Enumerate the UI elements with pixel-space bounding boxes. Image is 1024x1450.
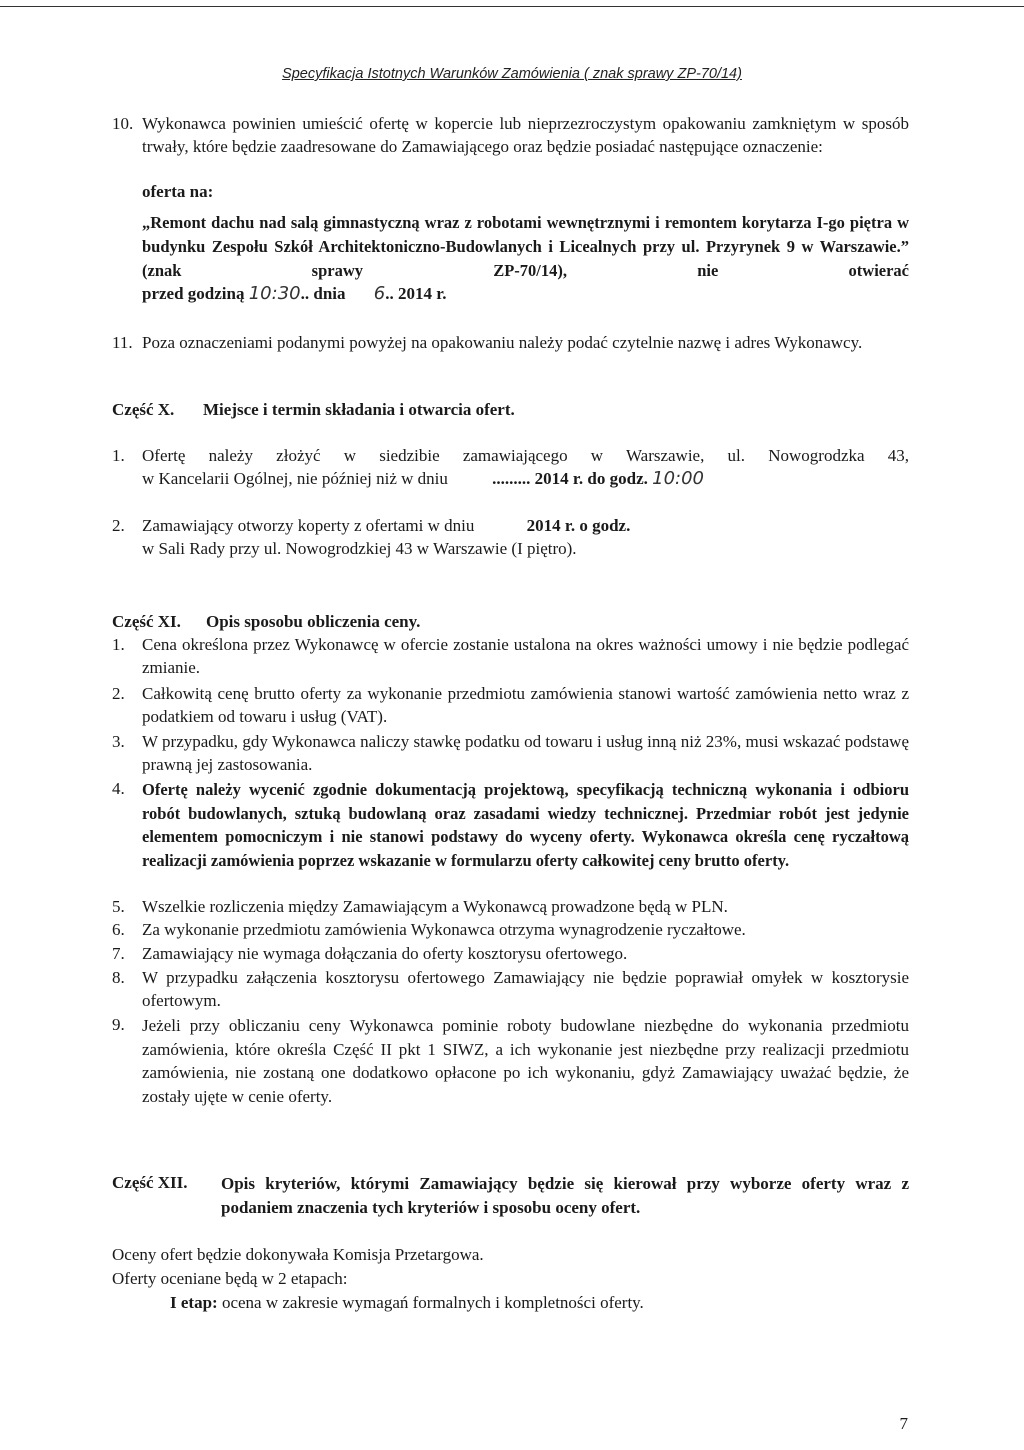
part-xi-item-2-number: 2. (112, 684, 125, 703)
part-x-item-1-line2a: w Kancelarii Ogólnej, nie później niż w dniu (142, 468, 448, 488)
part-xi-item-5-number: 5. (112, 897, 125, 916)
point-10-text: Wykonawca powinien umieścić ofertę w kopercie lub nieprzezroczystym opakowaniu zamkniętym w sposób trwały, które będzie zaadresowane do Zamawiającego oraz będzie posiadać następujące oznaczenie: (142, 114, 909, 156)
part-xi-item-8-number: 8. (112, 968, 125, 987)
part-x-item-2-line2: w Sali Rady przy ul. Nowogrodzkiej 43 w Warszawie (I piętro). (142, 538, 577, 558)
part-xii-title: Opis kryteriów, którymi Zamawiający będzie się kierował przy wyborze oferty wraz z podaniem znaczenia tych kryteriów i sposobu oceny ofert. (221, 1174, 909, 1217)
top-border-line (0, 6, 1024, 7)
part-xii-label: Część XII. (112, 1173, 188, 1192)
part-xii-para-2: Oferty oceniane będą w 2 etapach: (112, 1269, 348, 1288)
part-xi-item-9-number: 9. (112, 1015, 125, 1034)
part-xi-item-1-number: 1. (112, 635, 125, 654)
point-10-number: 10. (112, 114, 134, 133)
offer-title: „Remont dachu nad salą gimnastyczną wraz z robotami wewnętrznymi i remontem korytarza I-go piętra w budynku Zespołu Szkół Architektoniczno-Budowlanych i Licealnych przy ul. Przyrynek 9 w Warszawie.” (znak sprawy ZP-70/14), nie otwierać (142, 213, 909, 280)
part-xi-title: Opis sposobu obliczenia ceny. (206, 612, 421, 631)
part-xi-item-5: Wszelkie rozliczenia między Zamawiającym a Wykonawcą prowadzone będą w PLN. (142, 897, 728, 916)
page-number: 7 (899, 1414, 908, 1433)
part-xi-item-2: Całkowitą cenę brutto oferty za wykonanie przedmiotu zamówienia stanowi wartość zamówienia netto wraz z podatkiem od towaru i usług (VAT). (142, 684, 909, 726)
part-xi-item-1: Cena określona przez Wykonawcę w ofercie zostanie ustalona na okres ważności umowy i nie będzie podlegać zmianie. (142, 635, 909, 677)
part-xii-stage-1 (170, 1292, 644, 1315)
part-x-item-2-line1b: 2014 r. o godz. (526, 516, 631, 535)
part-xi-item-9: Jeżeli przy obliczaniu ceny Wykonawca pominie roboty budowlane niezbędne do wykonania przedmiotu zamówienia, które określa Część II pkt 1 SIWZ, a ich wykonanie jest niezbędne przy realizacji przedmiotu zamówienia, nie zostaną one dodatkowo opłacone po ich wykonaniu, gdyż Zamawiający uważać będzie, że zostały ujęte w cenie oferty. (142, 1016, 909, 1107)
part-xi-item-6-number: 6. (112, 920, 125, 939)
part-x-item-2-number: 2. (112, 516, 125, 535)
stage-1-text: ocena w zakresie wymagań formalnych i kompletności oferty. (221, 1293, 644, 1312)
part-xi-item-3-number: 3. (112, 732, 125, 751)
stage-1-label: I etap: (170, 1293, 218, 1312)
part-xii-para-1: Oceny ofert będzie dokonywała Komisja Przetargowa. (112, 1245, 484, 1264)
point-11-number: 11. (112, 333, 133, 352)
part-x-item-1 (142, 445, 909, 490)
part-xi-item-8: W przypadku załączenia kosztorysu ofertowego Zamawiający nie będzie poprawiał omyłek w kosztorysie ofertowym. (142, 968, 909, 1010)
part-x-item-1-line2b: ......... 2014 r. do godz. (492, 468, 648, 488)
part-xi-item-7-number: 7. (112, 944, 125, 963)
handwritten-time: 10:30 (248, 283, 301, 304)
part-x-item-1-number: 1. (112, 446, 125, 465)
part-xi-item-3: W przypadku, gdy Wykonawca naliczy stawkę podatku od towaru i usług inną niż 23%, musi wskazać podstawę prawną jej zastosowania. (142, 732, 909, 774)
part-x-item-2-line1a: Zamawiający otworzy koperty z ofertami w dniu (142, 516, 475, 535)
after-day-label: .. 2014 r. (385, 284, 447, 303)
handwritten-day: 6 (373, 283, 386, 304)
handwritten-submission-time: 10:00 (652, 467, 704, 489)
before-time-label: przed godziną (142, 284, 245, 303)
part-xi-item-7: Zamawiający nie wymaga dołączania do oferty kosztorysu ofertowego. (142, 944, 628, 963)
offer-deadline-line (142, 283, 742, 306)
part-xi-label: Część XI. (112, 612, 181, 631)
after-time-label: .. dnia (300, 284, 346, 303)
part-x-title: Miejsce i termin składania i otwarcia ofert. (203, 400, 515, 419)
offer-label: oferta na: (142, 182, 214, 201)
part-x-item-1-line1: Ofertę należy złożyć w siedzibie zamawiającego w Warszawie, ul. Nowogrodzka 43, (142, 446, 909, 465)
part-xi-item-4-number: 4. (112, 779, 125, 798)
part-xi-item-6: Za wykonanie przedmiotu zamówienia Wykonawca otrzyma wynagrodzenie ryczałtowe. (142, 920, 746, 939)
part-xi-item-4: Ofertę należy wycenić zgodnie dokumentacją projektową, specyfikacją techniczną wykonania i odbioru robót budowlanych, sztuką budowlaną oraz zasadami wiedzy technicznej. Przedmiar robót jest jedynie elementem pomocniczym i nie stanowi podstawy do wyceny oferty. Wykonawca określa cenę ryczałtową realizacji zamówienia poprzez wskazanie w formularzu oferty całkowitej ceny brutto oferty. (142, 780, 909, 870)
part-x-label: Część X. (112, 400, 175, 419)
part-x-item-2 (142, 515, 909, 560)
point-11-text: Poza oznaczeniami podanymi powyżej na opakowaniu należy podać czytelnie nazwę i adres Wykonawcy. (142, 333, 863, 352)
document-header: Specyfikacja Istotnych Warunków Zamówienia ( znak sprawy ZP-70/14) (282, 66, 742, 82)
